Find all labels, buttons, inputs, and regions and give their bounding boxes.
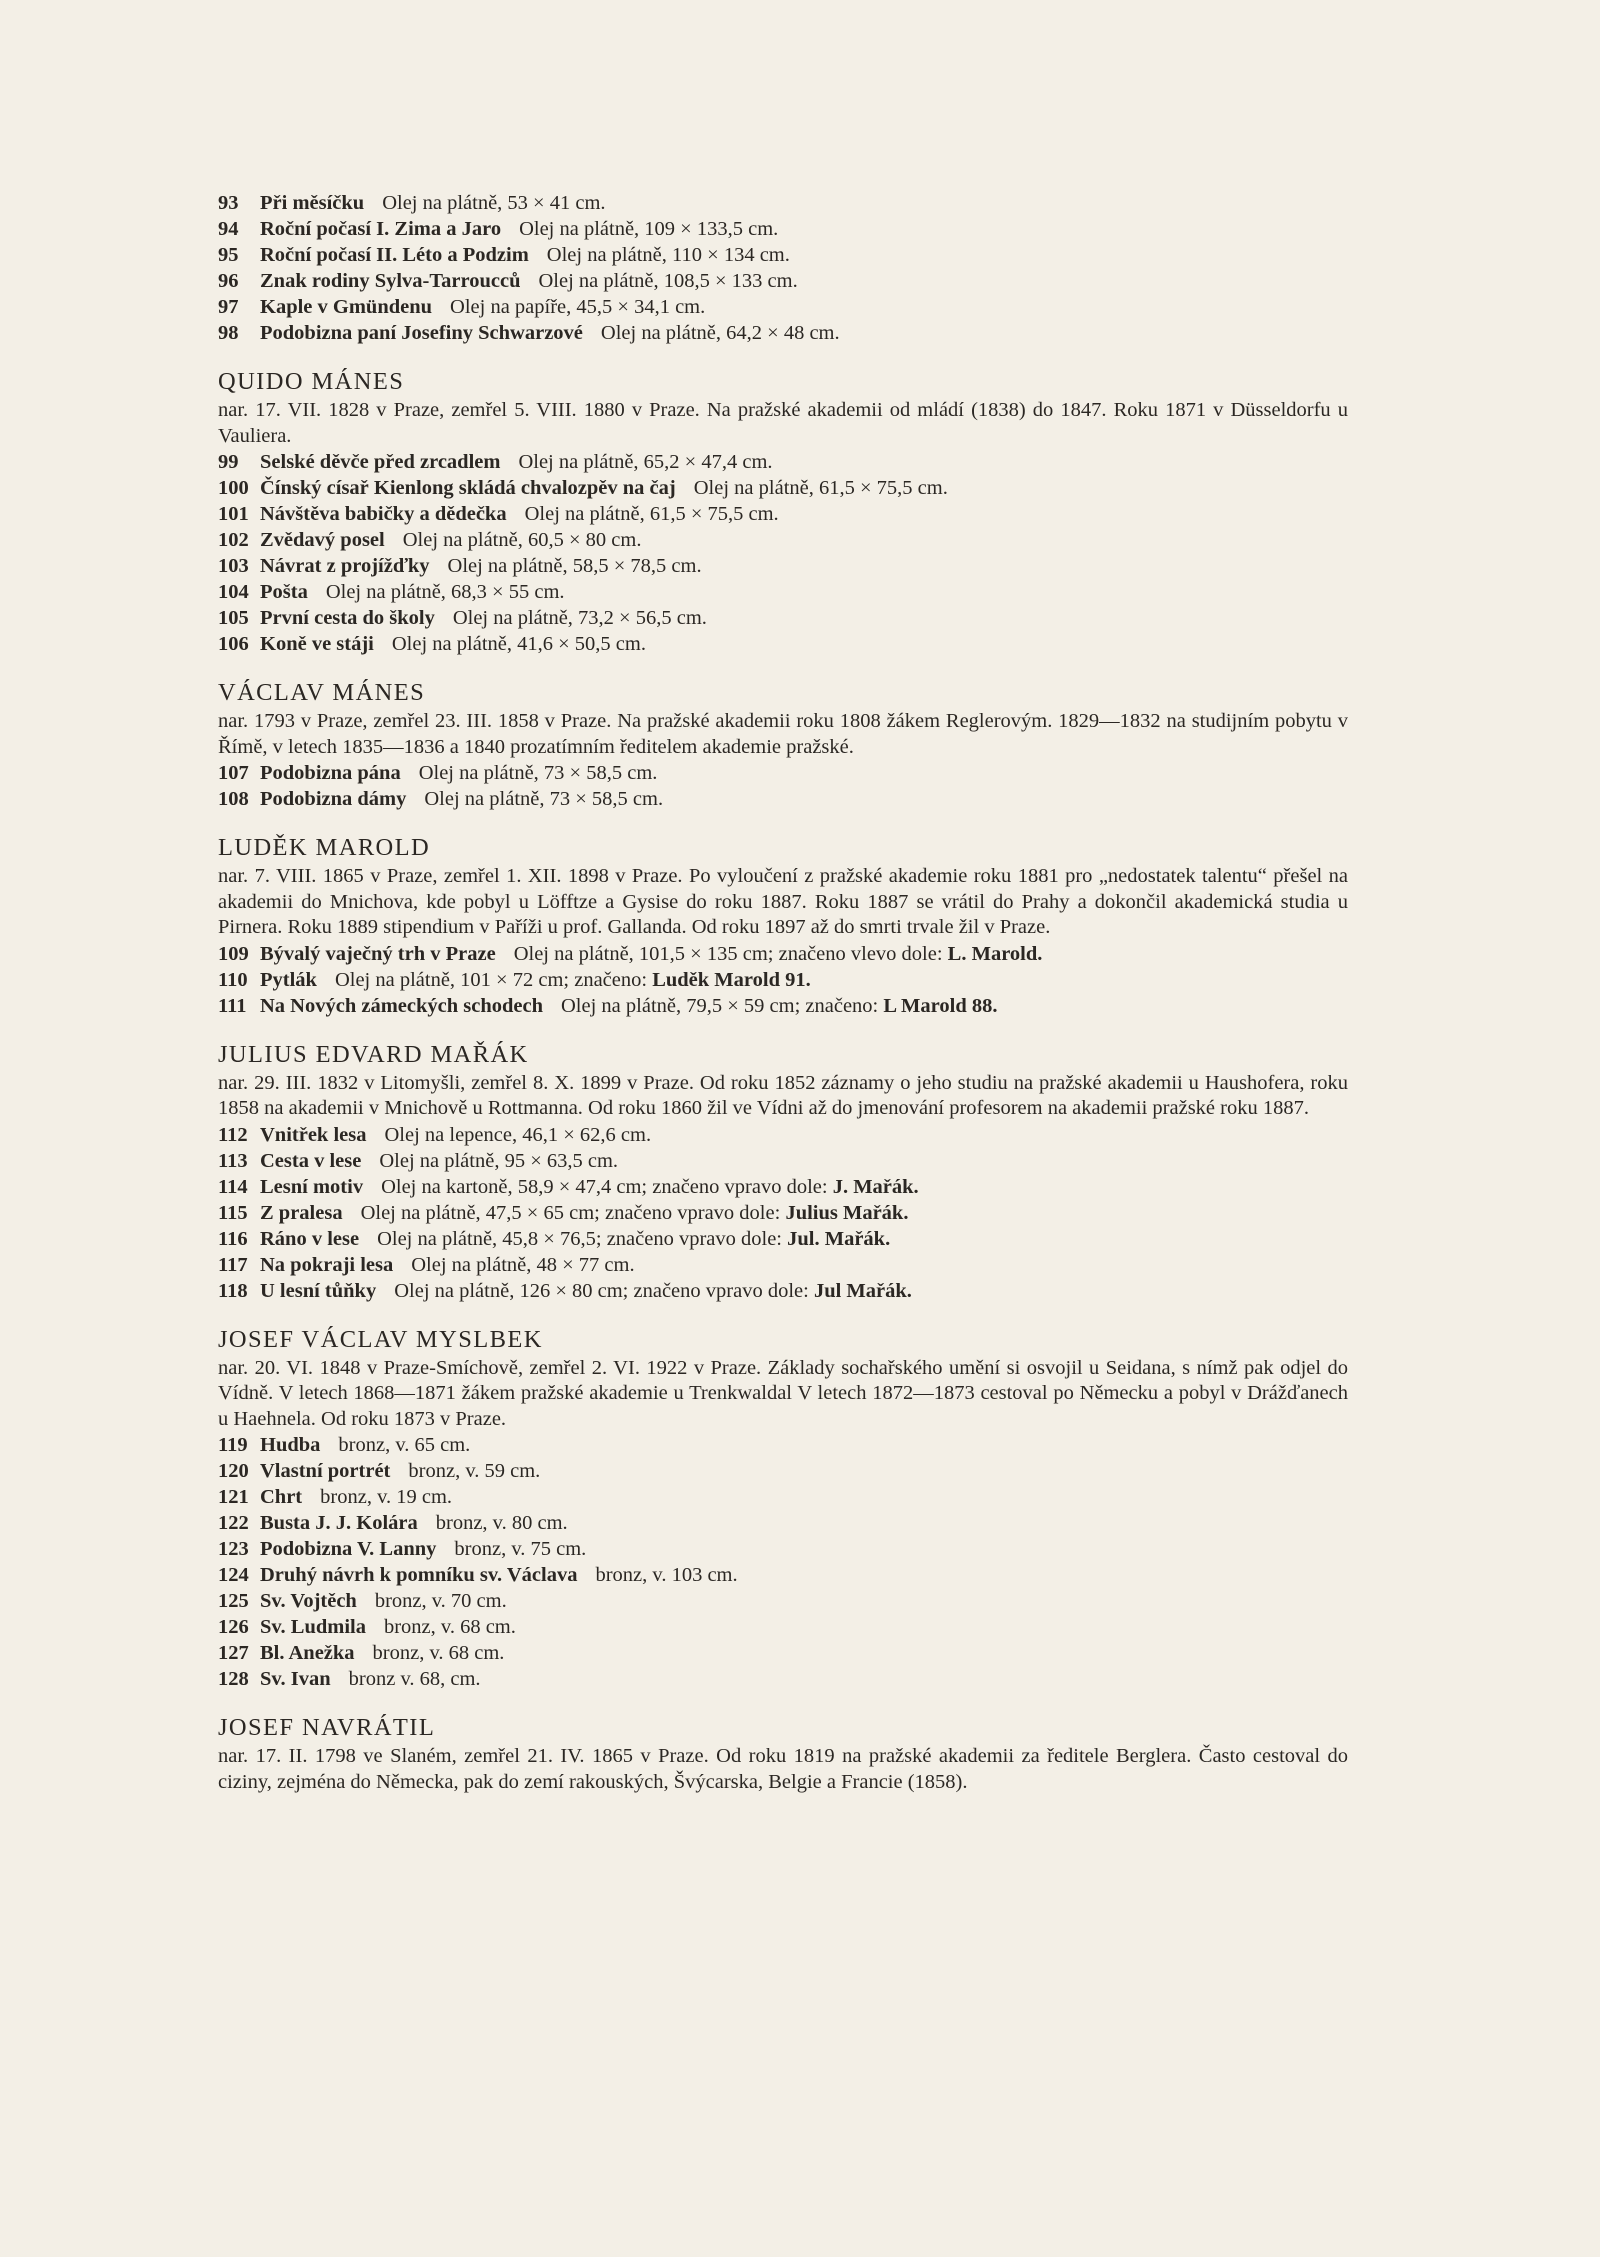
artist-name: JULIUS EDVARD MAŘÁK xyxy=(218,1040,529,1068)
entry-description: bronz, v. 68 cm. xyxy=(383,1616,516,1638)
catalogue-entry xyxy=(218,501,1348,527)
entry-description: Olej na plátně, 95 × 63,5 cm. xyxy=(379,1149,619,1172)
catalogue-entry xyxy=(218,527,1348,553)
entry-number: 108 xyxy=(218,788,249,810)
artist-biography: nar. 7. VIII. 1865 v Praze, zemřel 1. XII. 1898 v Praze. Po vyloučení z pražské akademie roku 1881 pro „nedostatek talentu“ přešel na akademii do Mnichova, kde pobyl u Löfftze a Gysise do roku 1887. Roku 1887 se vrátil do Prahy a dokončil akademická studia u Pirnera. Roku 1889 stipendium v Paříži u prof. Gallanda. Od roku 1897 až do smrti trvale žil v Praze. xyxy=(218,865,1348,938)
artist-section xyxy=(218,1324,1348,1693)
catalogue-entry xyxy=(218,1200,1348,1226)
artist-name: JOSEF VÁCLAV MYSLBEK xyxy=(218,1325,543,1353)
catalogue-entry xyxy=(218,1122,1348,1148)
artist-biography: nar. 1793 v Praze, zemřel 23. III. 1858 v Praze. Na pražské akademii roku 1808 žákem Reglerovým. 1829—1832 na studijním pobytu v Římě, v letech 1835—1836 a 1840 prozatímním ředitelem akademie pražské. xyxy=(218,710,1348,758)
entry-description: Olej na plátně, 73,2 × 56,5 cm. xyxy=(452,607,707,629)
entry-description: bronz, v. 68 cm. xyxy=(372,1642,505,1664)
artist-biography: nar. 17. II. 1798 ve Slaném, zemřel 21. IV. 1865 v Praze. Od roku 1819 na pražské akademii za ředitele Berglera. Často cestoval do ciziny, zejména do Německa, pak do zemí rakouských, Švýcarska, Belgie a Francie (1858). xyxy=(218,1745,1348,1793)
entry-number: 109 xyxy=(218,942,249,965)
entry-number: 122 xyxy=(218,1512,249,1534)
entry-title: Vnitřek lesa xyxy=(260,1123,367,1146)
catalogue-entry xyxy=(218,967,1348,993)
entry-number: 107 xyxy=(218,762,249,784)
entry-description: Olej na plátně, 101 × 72 cm; značeno: xyxy=(334,968,648,991)
entry-number: 101 xyxy=(218,503,249,525)
entry-number: 127 xyxy=(218,1642,249,1664)
catalogue-entry xyxy=(218,268,1348,294)
entry-title: První cesta do školy xyxy=(260,607,435,629)
catalogue-entry xyxy=(218,631,1348,657)
entry-number: 113 xyxy=(218,1149,248,1172)
entry-number: 105 xyxy=(218,607,249,629)
entry-signature: J. Mařák. xyxy=(832,1175,919,1198)
entry-number: 124 xyxy=(218,1564,249,1586)
catalogue-entry xyxy=(218,242,1348,268)
entry-title: Podobizna pána xyxy=(260,762,401,784)
entry-signature: Jul. Mařák. xyxy=(787,1227,891,1250)
catalogue-entry xyxy=(218,1536,1348,1562)
entry-number: 99 xyxy=(218,451,239,473)
entry-title: Čínský císař Kienlong skládá chvalozpěv na čaj xyxy=(260,477,676,499)
entry-number: 104 xyxy=(218,581,249,603)
artist-name: JOSEF NAVRÁTIL xyxy=(218,1714,436,1741)
artist-section xyxy=(218,677,1348,812)
entry-number: 114 xyxy=(218,1175,248,1198)
entry-title: Návštěva babičky a dědečka xyxy=(260,503,507,525)
entry-number: 102 xyxy=(218,529,249,551)
entry-title: Návrat z projížďky xyxy=(260,555,430,577)
catalogue-entry xyxy=(218,993,1348,1019)
catalogue-entry xyxy=(218,1666,1348,1692)
entry-signature: L Marold 88. xyxy=(883,994,998,1017)
entry-description: Olej na plátně, 109 × 133,5 cm. xyxy=(519,218,779,240)
entry-signature: Julius Mařák. xyxy=(785,1201,909,1224)
entry-title: Roční počasí II. Léto a Podzim xyxy=(260,244,529,266)
entry-title: Sv. Ludmila xyxy=(260,1616,366,1638)
entry-title: Cesta v lese xyxy=(260,1149,362,1172)
entry-number: 110 xyxy=(218,968,248,991)
catalogue-entry xyxy=(218,216,1348,242)
entry-title: Z pralesa xyxy=(260,1201,343,1224)
entry-description: Olej na plátně, 73 × 58,5 cm. xyxy=(418,762,658,784)
entry-description: Olej na plátně, 79,5 × 59 cm; značeno: xyxy=(561,994,879,1017)
catalogue-entry xyxy=(218,1510,1348,1536)
entry-number: 126 xyxy=(218,1616,249,1638)
entry-title: Kaple v Gmündenu xyxy=(260,296,433,318)
catalogue-entry xyxy=(218,553,1348,579)
catalogue-entry xyxy=(218,1588,1348,1614)
entry-title: Sv. Vojtěch xyxy=(260,1590,357,1612)
entry-description: bronz, v. 103 cm. xyxy=(595,1564,738,1586)
entry-title: Při měsíčku xyxy=(260,192,365,214)
entry-number: 118 xyxy=(218,1279,248,1302)
entry-description: Olej na plátně, 45,8 × 76,5; značeno vpravo dole: xyxy=(377,1227,783,1250)
entry-number: 111 xyxy=(218,994,247,1017)
entry-number: 97 xyxy=(218,296,239,318)
entry-title: Bl. Anežka xyxy=(260,1642,355,1664)
entry-number: 119 xyxy=(218,1434,248,1456)
entry-description: Olej na plátně, 73 × 58,5 cm. xyxy=(424,788,664,810)
catalogue-entry xyxy=(218,1484,1348,1510)
entry-title: Pytlák xyxy=(260,968,317,991)
catalogue-entry xyxy=(218,1432,1348,1458)
entry-title: Chrt xyxy=(260,1486,303,1508)
entry-number: 128 xyxy=(218,1668,249,1690)
entry-title: Podobizna V. Lanny xyxy=(260,1538,437,1560)
entry-description: bronz, v. 70 cm. xyxy=(374,1590,507,1612)
catalogue-entry xyxy=(218,1226,1348,1252)
entry-description: Olej na plátně, 48 × 77 cm. xyxy=(411,1253,635,1276)
catalogue-entry xyxy=(218,1148,1348,1174)
artist-section xyxy=(218,832,1348,1019)
entry-number: 103 xyxy=(218,555,249,577)
entry-description: Olej na kartoně, 58,9 × 47,4 cm; značeno vpravo dole: xyxy=(381,1175,828,1198)
entry-description: Olej na plátně, 110 × 134 cm. xyxy=(546,244,790,266)
catalogue-entry xyxy=(218,475,1348,501)
entry-number: 100 xyxy=(218,477,249,499)
entry-title: Koně ve stáji xyxy=(260,633,374,655)
entry-description: Olej na plátně, 61,5 × 75,5 cm. xyxy=(524,503,779,525)
catalogue-entry xyxy=(218,786,1348,812)
intro-list xyxy=(218,190,1348,346)
entry-title: Ráno v lese xyxy=(260,1227,360,1250)
entry-description: Olej na plátně, 126 × 80 cm; značeno vpravo dole: xyxy=(394,1279,809,1302)
entry-description: Olej na plátně, 61,5 × 75,5 cm. xyxy=(693,477,948,499)
catalogue-entry xyxy=(218,190,1348,216)
entry-description: Olej na plátně, 64,2 × 48 cm. xyxy=(600,322,840,344)
entry-title: Selské děvče před zrcadlem xyxy=(260,451,501,473)
entry-title: Zvědavý posel xyxy=(260,529,385,551)
entry-description: Olej na plátně, 47,5 × 65 cm; značeno vpravo dole: xyxy=(360,1201,781,1224)
entry-description: Olej na plátně, 65,2 × 47,4 cm. xyxy=(518,451,773,473)
entry-description: bronz v. 68, cm. xyxy=(348,1668,481,1690)
catalogue-entry xyxy=(218,449,1348,475)
entry-title: Roční počasí I. Zima a Jaro xyxy=(260,218,502,240)
artist-biography: nar. 17. VII. 1828 v Praze, zemřel 5. VIII. 1880 v Praze. Na pražské akademii od mládí (1838) do 1847. Roku 1871 v Düsseldorfu u Vauliera. xyxy=(218,399,1348,447)
catalogue-entry xyxy=(218,1174,1348,1200)
entry-description: Olej na papíře, 45,5 × 34,1 cm. xyxy=(450,296,706,318)
entry-title: U lesní tůňky xyxy=(260,1279,377,1302)
entry-description: Olej na plátně, 58,5 × 78,5 cm. xyxy=(447,555,702,577)
entry-title: Na pokraji lesa xyxy=(260,1253,394,1276)
catalogue-entry xyxy=(218,320,1348,346)
entry-description: bronz, v. 19 cm. xyxy=(320,1486,453,1508)
entry-signature: Jul Mařák. xyxy=(813,1279,912,1302)
entry-number: 93 xyxy=(218,192,239,214)
catalogue-entry xyxy=(218,294,1348,320)
entry-description: Olej na plátně, 68,3 × 55 cm. xyxy=(325,581,565,603)
entry-title: Podobizna dámy xyxy=(260,788,407,810)
entry-number: 121 xyxy=(218,1486,249,1508)
entry-number: 112 xyxy=(218,1123,248,1146)
catalogue-entry xyxy=(218,579,1348,605)
entry-description: Olej na plátně, 60,5 × 80 cm. xyxy=(402,529,642,551)
entry-number: 106 xyxy=(218,633,249,655)
entry-title: Lesní motiv xyxy=(260,1175,364,1198)
entry-description: Olej na plátně, 101,5 × 135 cm; značeno vlevo dole: xyxy=(513,942,943,965)
entry-description: Olej na plátně, 41,6 × 50,5 cm. xyxy=(391,633,646,655)
entry-description: Olej na plátně, 53 × 41 cm. xyxy=(382,192,606,214)
artist-name: QUIDO MÁNES xyxy=(218,368,405,395)
entry-number: 98 xyxy=(218,322,239,344)
catalogue-entry xyxy=(218,1278,1348,1304)
catalogue-entry xyxy=(218,605,1348,631)
entry-title: Podobizna paní Josefiny Schwarzové xyxy=(260,322,583,344)
entry-title: Busta J. J. Kolára xyxy=(260,1512,418,1534)
entry-title: Druhý návrh k pomníku sv. Václava xyxy=(260,1564,578,1586)
entry-number: 95 xyxy=(218,244,239,266)
entry-title: Hudba xyxy=(260,1434,321,1456)
entry-description: bronz, v. 80 cm. xyxy=(435,1512,568,1534)
entry-signature: L. Marold. xyxy=(947,942,1043,965)
artist-section xyxy=(218,1039,1348,1304)
catalogue-entry xyxy=(218,941,1348,967)
entry-number: 120 xyxy=(218,1460,249,1482)
artist-section xyxy=(218,1712,1348,1795)
entry-title: Sv. Ivan xyxy=(260,1668,331,1690)
entry-number: 96 xyxy=(218,270,239,292)
entry-description: Olej na lepence, 46,1 × 62,6 cm. xyxy=(384,1123,652,1146)
page-content xyxy=(218,190,1348,1795)
entry-description: bronz, v. 75 cm. xyxy=(454,1538,587,1560)
entry-description: Olej na plátně, 108,5 × 133 cm. xyxy=(538,270,798,292)
entry-number: 115 xyxy=(218,1201,248,1224)
catalogue-entry xyxy=(218,1562,1348,1588)
artist-biography: nar. 29. III. 1832 v Litomyšli, zemřel 8. X. 1899 v Praze. Od roku 1852 záznamy o jeho studiu na pražské akademii u Haushofera, roku 1858 na akademii v Mnichově u Rottmanna. Od roku 1860 žil ve Vídni až do jmenování profesorem na akademii pražské roku 1887. xyxy=(218,1071,1348,1119)
entry-title: Znak rodiny Sylva-Tarroucců xyxy=(260,270,521,292)
catalogue-entry xyxy=(218,760,1348,786)
artist-sections xyxy=(218,366,1348,1795)
catalogue-entry xyxy=(218,1614,1348,1640)
artist-biography: nar. 20. VI. 1848 v Praze-Smíchově, zemřel 2. VI. 1922 v Praze. Základy sochařského umění si osvojil u Seidana, s nímž pak odjel do Vídně. V letech 1868—1871 žákem pražské akademie u Trenkwaldal V letech 1872—1873 cestoval po Německu a pobyl v Drážďanech u Haehnela. Od roku 1873 v Praze. xyxy=(218,1356,1348,1430)
entry-number: 125 xyxy=(218,1590,249,1612)
catalogue-entry xyxy=(218,1252,1348,1278)
catalogue-entry xyxy=(218,1458,1348,1484)
entry-number: 123 xyxy=(218,1538,249,1560)
entry-title: Na Nových zámeckých schodech xyxy=(260,994,543,1017)
artist-name: VÁCLAV MÁNES xyxy=(218,679,426,706)
artist-name: LUDĚK MAROLD xyxy=(218,834,431,861)
entry-signature: Luděk Marold 91. xyxy=(652,968,811,991)
entry-title: Pošta xyxy=(260,581,308,603)
entry-description: bronz, v. 65 cm. xyxy=(338,1434,471,1456)
catalogue-entry xyxy=(218,1640,1348,1666)
entry-number: 117 xyxy=(218,1253,248,1276)
entry-number: 94 xyxy=(218,218,239,240)
entry-title: Bývalý vaječný trh v Praze xyxy=(260,942,496,965)
entry-description: bronz, v. 59 cm. xyxy=(408,1460,541,1482)
entry-title: Vlastní portrét xyxy=(260,1460,391,1482)
entry-number: 116 xyxy=(218,1227,248,1250)
artist-section xyxy=(218,366,1348,657)
